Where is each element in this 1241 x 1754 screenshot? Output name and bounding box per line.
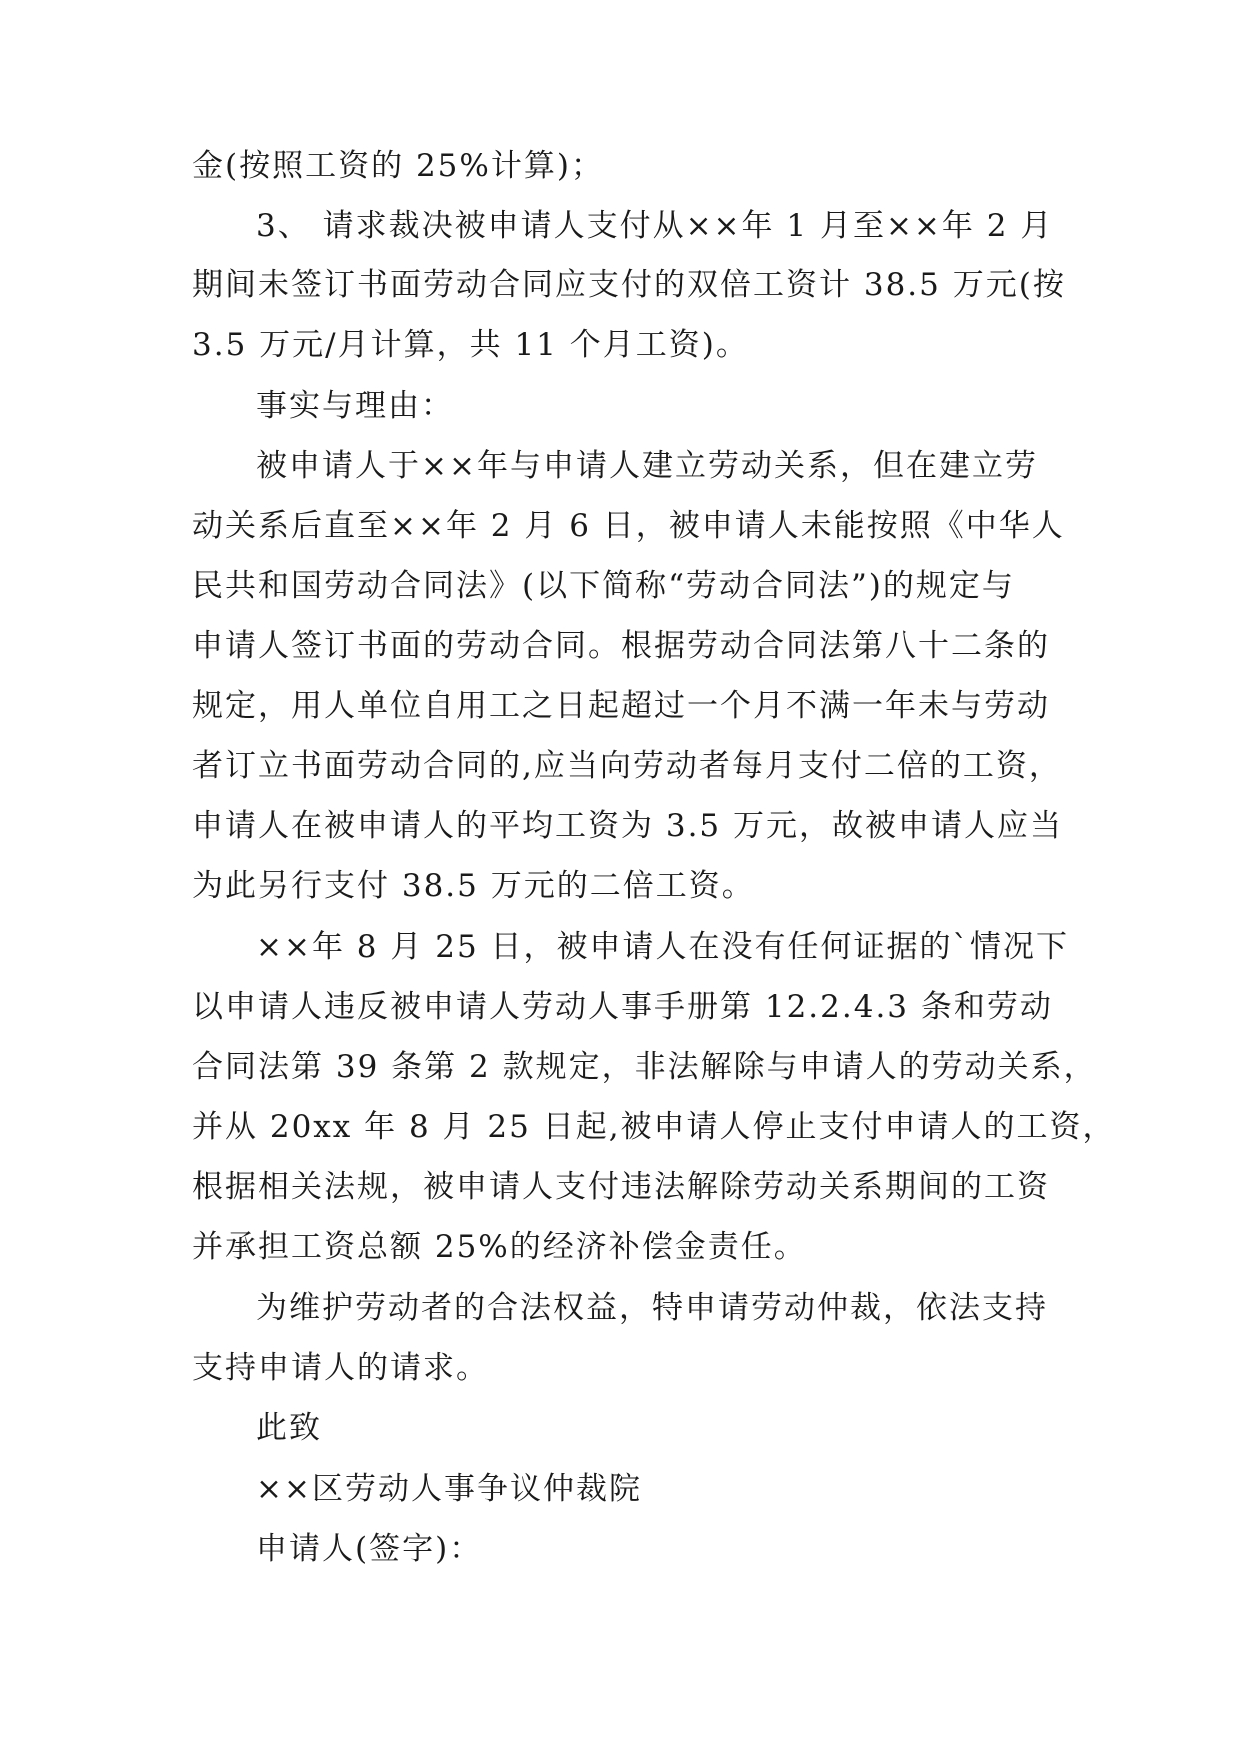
text-line: 民共和国劳动合同法》(以下简称“劳动合同法”)的规定与: [192, 568, 1015, 604]
text-line: 3.5 万元/月计算，共 11 个月工资)。: [192, 327, 749, 363]
text-line: 期间未签订书面劳动合同应支付的双倍工资计 38.5 万元(按: [192, 267, 1066, 303]
text-line: 申请人在被申请人的平均工资为 3.5 万元，故被申请人应当: [192, 808, 1064, 844]
text-line: 者订立书面劳动合同的,应当向劳动者每月支付二倍的工资，: [192, 748, 1062, 784]
text-line: 为维护劳动者的合法权益，特申请劳动仲裁，依法支持: [256, 1290, 1048, 1326]
text-line: 以申请人违反被申请人劳动人事手册第 12.2.4.3 条和劳动: [192, 989, 1053, 1025]
text-line: 根据相关法规，被申请人支付违法解除劳动关系期间的工资: [192, 1169, 1050, 1205]
text-line: 为此另行支付 38.5 万元的二倍工资。: [192, 868, 755, 904]
text-line: 支持申请人的请求。: [192, 1350, 489, 1386]
text-line: 申请人签订书面的劳动合同。根据劳动合同法第八十二条的: [192, 628, 1050, 664]
text-line: 动关系后直至××年 2 月 6 日，被申请人未能按照《中华人: [192, 508, 1065, 544]
salutation: 此致: [256, 1410, 322, 1446]
recipient: ××区劳动人事争议仲裁院: [256, 1471, 642, 1507]
signature-label: 申请人(签字)：: [256, 1531, 483, 1567]
section-heading: 事实与理由：: [256, 388, 454, 424]
text-line: 合同法第 39 条第 2 款规定，非法解除与申请人的劳动关系，: [192, 1049, 1097, 1085]
text-line: 并从 20xx 年 8 月 25 日起,被申请人停止支付申请人的工资，: [192, 1109, 1116, 1145]
text-line: 3、 请求裁决被申请人支付从××年 1 月至××年 2 月: [256, 208, 1054, 244]
text-line: 并承担工资总额 25%的经济补偿金责任。: [192, 1229, 807, 1265]
text-line: ××年 8 月 25 日，被申请人在没有任何证据的`情况下: [256, 929, 1070, 965]
text-line: 规定，用人单位自用工之日起超过一个月不满一年未与劳动: [192, 688, 1050, 724]
text-line: 被申请人于××年与申请人建立劳动关系，但在建立劳: [256, 448, 1038, 484]
text-line: 金(按照工资的 25%计算)；: [192, 148, 604, 184]
